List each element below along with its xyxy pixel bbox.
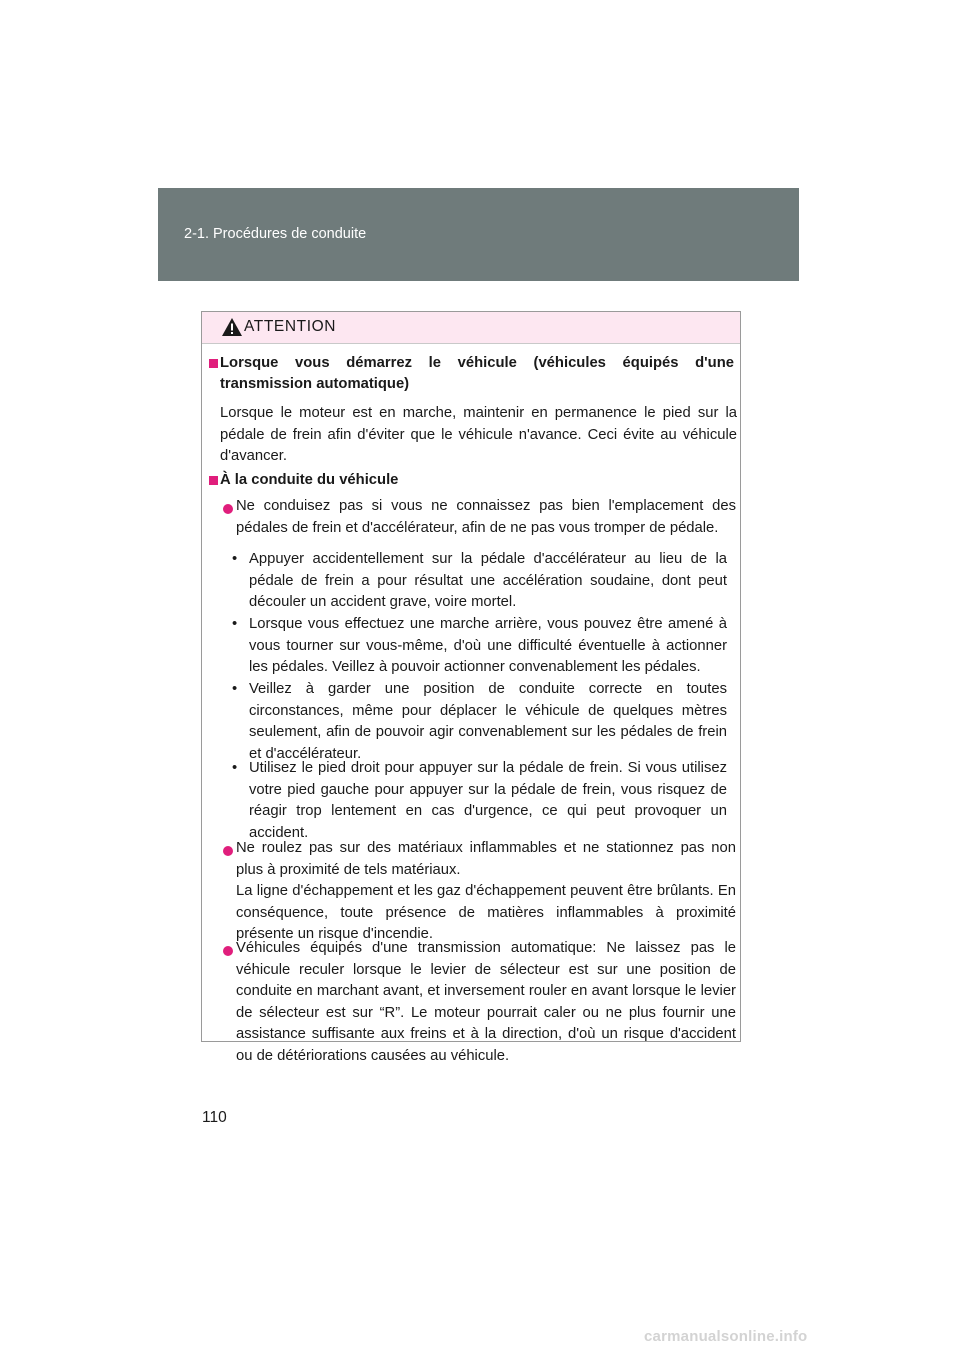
watermark: carmanualsonline.info bbox=[644, 1328, 808, 1345]
section-1-body: Lorsque le moteur est en marche, maintenir en permanence le pied sur la pédale de frein afin d'éviter que le véhicule n'avance. Ceci évite au véhicule d'avancer. bbox=[220, 405, 737, 465]
section-marker-icon bbox=[209, 476, 218, 485]
sub-item-4: Utilisez le pied droit pour appuyer sur la pédale de frein. Si vous utilisez votre pied gauche pour appuyer sur la pédale de frein, vous risquez de réagir trop lentement en cas d'urgence, ce qui peut provoquer un accident. bbox=[249, 760, 727, 841]
section-title-1-line1: Lorsque vous démarrez le véhicule (véhicules équipés d'une bbox=[220, 355, 734, 371]
item-3-text: Véhicules équipés d'une transmission automatique: Ne laissez pas le véhicule reculer lorsque le levier de sélecteur est sur une position de conduite en marchant avant, et inversement rouler en avant lorsque le levier de sélecteur est sur “R”. Le moteur pourrait caler ou ne plus fournir une assistance suffisante aux freins et à la direction, d'où un risque d'accident ou de détériorations causées au véhicule. bbox=[236, 940, 736, 1064]
bullet-dot-icon bbox=[223, 946, 233, 956]
item-2-text-2: La ligne d'échappement et les gaz d'échappement peuvent être brûlants. En conséquence, toute présence de matières inflammables à proximité présente un risque d'incendie. bbox=[236, 883, 736, 943]
warning-header bbox=[202, 312, 740, 344]
bullet-dot-icon bbox=[223, 846, 233, 856]
sub-item-3: Veillez à garder une position de conduite correcte en toutes circonstances, même pour déplacer le véhicule de quelques mètres seulement, afin de pouvoir agir convenablement sur les pédales de frein et d'accélérateur. bbox=[249, 681, 727, 762]
section-title-2: À la conduite du véhicule bbox=[220, 472, 399, 488]
sub-item-1: Appuyer accidentellement sur la pédale d'accélérateur au lieu de la pédale de frein a pour résultat une accélération soudaine, dont peut découler un accident grave, voire mortel. bbox=[249, 551, 727, 611]
section-title-1-line2: transmission automatique) bbox=[220, 376, 410, 392]
warning-triangle-icon bbox=[221, 317, 243, 337]
item-1-text: Ne conduisez pas si vous ne connaissez pas bien l'emplacement des pédales de frein et d'accélérateur, afin de ne pas vous tromper de pédale. bbox=[236, 498, 736, 536]
item-2-text: Ne roulez pas sur des matériaux inflammables et ne stationnez pas non plus à proximité de tels matériaux. bbox=[236, 840, 736, 878]
section-header-band bbox=[158, 188, 799, 281]
page-number: 110 bbox=[202, 1109, 227, 1126]
warning-box bbox=[201, 311, 741, 1064]
warning-title: ATTENTION bbox=[244, 318, 337, 335]
section-title: 2-1. Procédures de conduite bbox=[184, 226, 367, 242]
sub-bullet-icon: • bbox=[232, 760, 238, 776]
sub-bullet-icon: • bbox=[232, 616, 238, 632]
sub-bullet-icon: • bbox=[232, 681, 238, 697]
section-marker-icon bbox=[209, 359, 218, 368]
sub-bullet-icon: • bbox=[232, 551, 238, 567]
bullet-dot-icon bbox=[223, 504, 233, 514]
sub-item-2: Lorsque vous effectuez une marche arrière, vous pouvez être amené à vous tourner sur vous-même, d'où une difficulté éventuelle à actionner les pédales. Veillez à pouvoir actionner convenablement les pédales. bbox=[249, 616, 727, 676]
